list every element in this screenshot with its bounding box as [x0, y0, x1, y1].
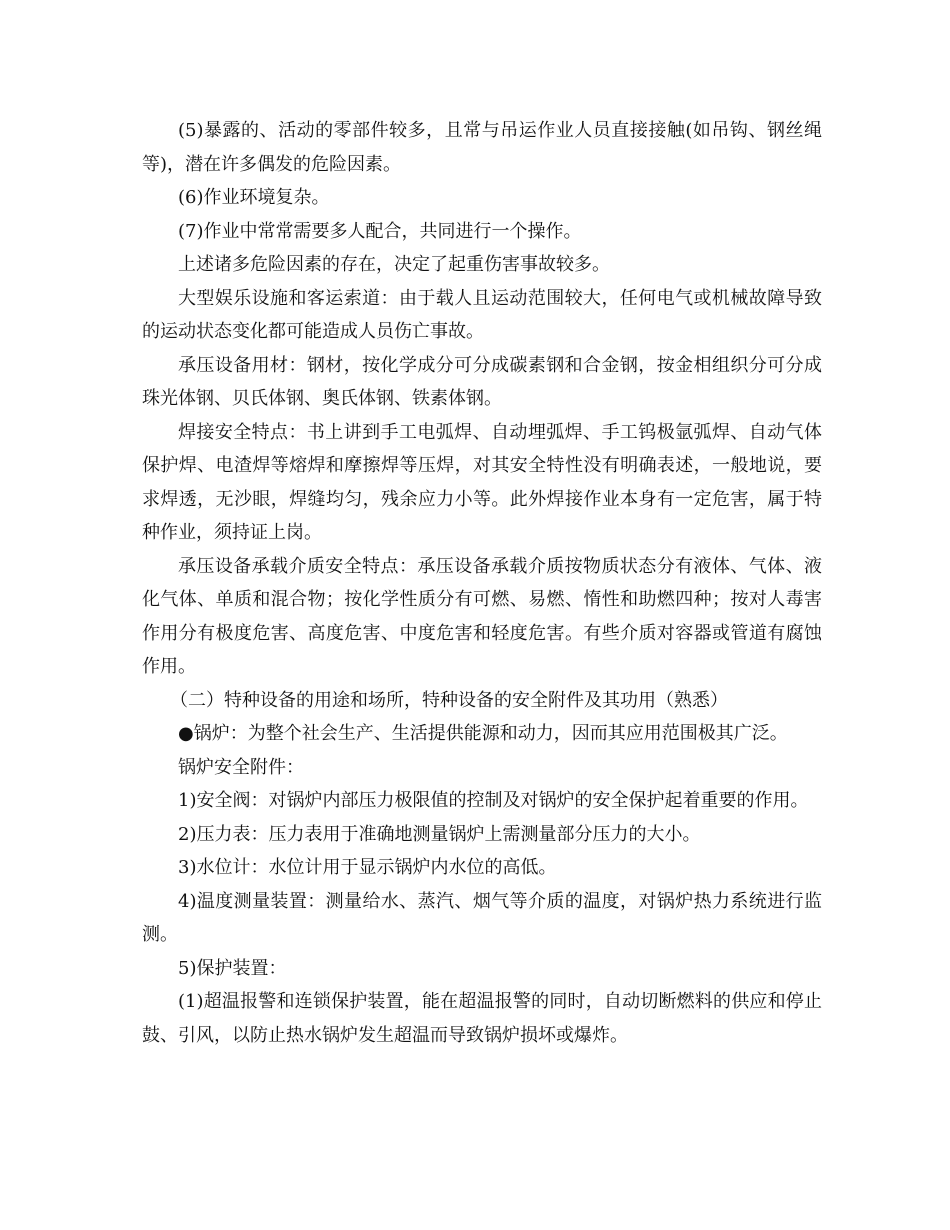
paragraph-hoisting-item-5: (5)暴露的、活动的零部件较多，且常与吊运作业人员直接接触(如吊钩、钢丝绳等)，潜在许多偶发的危险因素。	[142, 120, 822, 175]
list-item-water-level-gauge: 3)水位计：水位计用于显示锅炉内水位的高低。	[178, 857, 557, 878]
paragraph-pressure-media: 承压设备承载介质安全特点：承压设备承载介质按物质状态分有液体、气体、液化气体、单质和混合物；按化学性质分有可燃、易燃、惰性和助燃四种；按对人毒害作用分有极度危害、高度危害、中度危害和轻度危害。有些介质对容器或管道有腐蚀作用。	[142, 555, 822, 677]
paragraph-boiler-intro: ●锅炉：为整个社会生产、生活提供能源和动力，因而其应用范围极其广泛。	[178, 723, 788, 744]
list-item-protection-device: 5)保护装置：	[178, 957, 287, 979]
paragraph-hoisting-item-7: (7)作业中常常需要多人配合，共同进行一个操作。	[178, 220, 582, 242]
paragraph-pressure-materials: 承压设备用材：钢材，按化学成分可分成碳素钢和合金钢，按金相组织分可分成珠光体钢、贝氏体钢、奥氏体钢、铁素体钢。	[142, 354, 822, 409]
paragraph-boiler-accessories: 锅炉安全附件：	[178, 756, 304, 778]
paragraph-hoisting-item-6: (6)作业环境复杂。	[178, 187, 330, 208]
paragraph-amusement-rides: 大型娱乐设施和客运索道：由于载人且运动范围较大，任何电气或机械故障导致的运动状态变化都可能造成人员伤亡事故。	[142, 287, 822, 342]
document-body	[142, 114, 822, 1052]
list-item-temperature-device: 4)温度测量装置：测量给水、蒸汽、烟气等介质的温度，对锅炉热力系统进行监测。	[142, 890, 822, 945]
section-heading-2: （二）特种设备的用途和场所，特种设备的安全附件及其功用（熟悉）	[170, 689, 728, 711]
list-item-overtemp-alarm: (1)超温报警和连锁保护装置，能在超温报警的同时，自动切断燃料的供应和停止鼓、引风，以防止热水锅炉发生超温而导致锅炉损坏或爆炸。	[142, 991, 822, 1046]
paragraph-hoisting-conclusion: 上述诸多危险因素的存在，决定了起重伤害事故较多。	[178, 254, 610, 275]
list-item-pressure-gauge: 2)压力表：压力表用于准确地测量锅炉上需测量部分压力的大小。	[178, 823, 701, 845]
paragraph-welding-safety: 焊接安全特点：书上讲到手工电弧焊、自动埋弧焊、手工钨极氩弧焊、自动气体保护焊、电渣焊等熔焊和摩擦焊等压焊，对其安全特性没有明确表述，一般地说，要求焊透，无沙眼，焊缝均匀，残余应力小等。此外焊接作业本身有一定危害，属于特种作业，须持证上岗。	[142, 421, 822, 543]
list-item-safety-valve: 1)安全阀：对锅炉内部压力极限值的控制及对锅炉的安全保护起着重要的作用。	[178, 790, 809, 811]
